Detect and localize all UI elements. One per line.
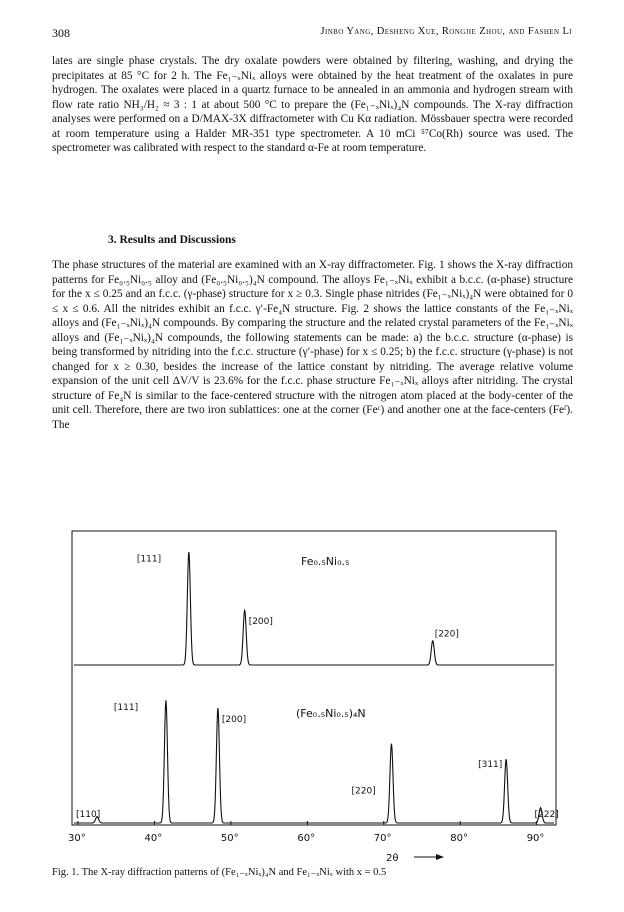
bottom-peak-label: [311]	[478, 760, 503, 770]
bottom-peak-label: [220]	[351, 786, 376, 797]
x-axis-label: 2θ	[386, 853, 399, 864]
running-head: Jinbo Yang, Desheng Xue, Rongjie Zhou, and Fashen Li	[320, 26, 572, 37]
page-number: 308	[52, 26, 70, 40]
x-tick-label: 50°	[220, 833, 239, 844]
paragraph-methods: lates are single phase crystals. The dry oxalate powders were obtained by filtering, washing, and drying the precipitates at 85 °C for 2 h. The Fe₁₋ₓNiₓ alloys were obtained by the heat treatment of the oxalates in pure hydrogen. The oxalates were placed in a quartz furnace to be annealed in an ammonia and hydrogen stream with flow rate ratio NH₃/H₂ ≈ 3 : 1 at about 500 °C to prepare the (Fe₁₋ₓNiₓ)₄N compounds. The X-ray diffraction analyses were performed on a D/MAX-3X diffractometer with Cu Kα radiation. Mössbauer spectra were recorded at room temperature using a Halder MR-351 type spectrometer. A 10 mCi ⁵⁷Co(Rh) source was used. The spectrometer was calibrated with respect to the standard α-Fe at room temperature.	[52, 55, 573, 155]
bottom-pattern-label: (Fe₀.₅Ni₀.₅)₄N	[296, 707, 366, 720]
top-diffraction-trace	[74, 552, 554, 665]
xrd-pattern-plot	[66, 525, 566, 865]
x-tick-label: 90°	[526, 833, 545, 844]
section-heading: 3. Results and Discussions	[108, 234, 236, 246]
bottom-peak-label: [111]	[113, 703, 139, 714]
x-axis-arrow-icon	[414, 854, 444, 860]
page-header	[52, 26, 572, 42]
top-peak-label: [200]	[248, 617, 273, 628]
paragraph-results: The phase structures of the material are examined with an X-ray diffractometer. Fig. 1 shows the X-ray diffraction patterns for Fe₀.₅Ni₀.₅ alloy and (Fe₀.₅Ni₀.₅)₄N compound. The alloys Fe₁₋ₓNiₓ exhibit a b.c.c. (α-phase) structure for the x ≤ 0.25 and an f.c.c. (γ-phase) structure for x ≥ 0.3. Single phase nitrides (Fe₁₋ₓNiₓ)₄N were obtained for 0 ≤ x ≤ 0.6. All the nitrides exhibit an f.c.c. γ′-Fe₄N structure. Fig. 2 shows the lattice constants of the Fe₁₋ₓNiₓ alloys and (Fe₁₋ₓNiₓ)₄N compounds. By comparing the structure and the related crystal parameters of the Fe₁₋ₓNiₓ alloys and (Fe₁₋ₓNiₓ)₄N compounds, the following statements can be made: a) the b.c.c. structure (α-phase) is being transformed by nitriding into the f.c.c. structure (γ′-phase) for x ≤ 0.25; b) the f.c.c. structure (γ-phase) is not changed for x ≥ 0.30, besides the increase of the lattice constant by nitriding. The average relative volume expansion of the unit cell ΔV/V is 23.6% for the f.c.c. phase structure Fe₁₋ₓNiₓ alloys after nitriding. The crystal structure of Fe₄N is similar to the face-centered structure with the nitrogen atom placed at the body-center of the unit cell. Therefore, there are two iron sublattices: one at the corner (Feᶜ) and another one at the face-centers (Feᶠ). The	[52, 259, 573, 432]
x-tick-label: 70°	[373, 833, 392, 844]
x-tick-label: 80°	[450, 833, 469, 844]
top-pattern-label: Fe₀.₅Ni₀.₅	[301, 555, 350, 568]
figure-caption: Fig. 1. The X-ray diffraction patterns of (Fe₁₋ₓNiₓ)₄N and Fe₁₋ₓNiₓ with x = 0.5	[52, 867, 387, 878]
top-peak-label: [220]	[434, 629, 459, 640]
bottom-peak-label: [200]	[221, 714, 247, 725]
plot-frame	[72, 531, 556, 825]
x-tick-label: 30°	[68, 833, 86, 844]
bottom-peak-label: [110]	[76, 810, 101, 820]
bottom-peak-label: [222]	[534, 810, 559, 820]
xrd-figure	[66, 525, 566, 895]
x-tick-label: 60°	[297, 833, 316, 844]
x-tick-label: 40°	[144, 833, 163, 844]
top-peak-label: [111]	[136, 554, 162, 565]
